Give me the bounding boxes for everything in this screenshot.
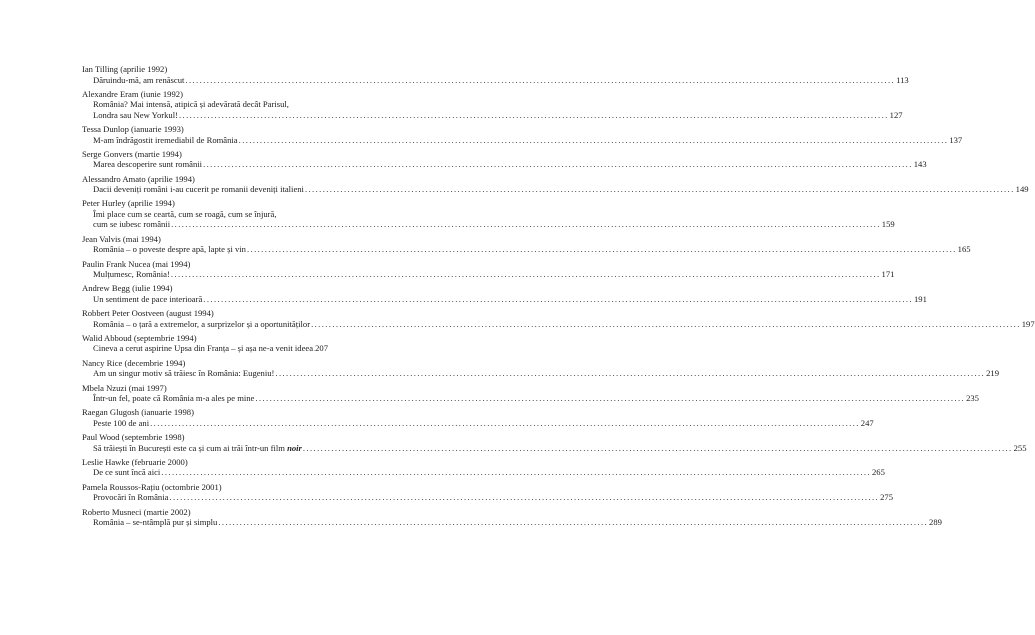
table-of-contents [82, 64, 1035, 531]
entry-title-row [82, 269, 895, 280]
entry-title: România – o poveste despre apă, lapte și vin [93, 244, 246, 255]
entry-title-row [82, 219, 895, 230]
page-number: 159 [881, 219, 895, 230]
entry-title: Londra sau New Yorkul! [93, 109, 178, 120]
page-number: 247 [860, 417, 874, 428]
page-number: 289 [929, 517, 942, 528]
page-number: 127 [889, 109, 903, 120]
toc-entry [82, 456, 885, 478]
dot-leader: ........................................................................................................................................................................................................ [302, 442, 1013, 453]
dot-leader: ........................................................................................................................................................................................................ [150, 417, 860, 428]
entry-title: Într-un fel, poate că România m-a ales pe mine [93, 393, 255, 404]
entry-title-row [82, 467, 885, 478]
toc-entry [82, 233, 971, 255]
entry-author: Raegan Glugosh (ianuarie 1998) [82, 407, 194, 418]
entry-title-row [82, 244, 971, 255]
entry-title: Provocări în România [93, 492, 169, 503]
entry-title: Cineva a cerut aspirine Upsa din Franța – și așa ne-a venit ideea [93, 343, 314, 354]
entry-title-emphasis: noir [287, 442, 302, 453]
entry-title-row [82, 517, 942, 528]
dot-leader: ........................................................................................................................................................................................................ [238, 134, 949, 145]
toc-entry [82, 258, 895, 280]
toc-entry [82, 407, 874, 428]
entry-author: Roberto Musneci (martie 2002) [82, 506, 191, 517]
dot-leader: ........................................................................................................................................................................................................ [311, 318, 1021, 329]
entry-title: Dacii deveniți români i-au cucerit pe romanii deveniți italieni [93, 184, 304, 195]
entry-title-row [82, 159, 927, 170]
page-number: 171 [881, 269, 895, 280]
entry-title: Dăruindu-mă, am renăscut [93, 74, 185, 85]
toc-entry [82, 173, 1029, 195]
entry-title: Un sentiment de pace interioară [93, 293, 203, 304]
page-number: 197 [1021, 318, 1035, 329]
entry-author: Alexandre Eram (iunie 1992) [82, 88, 183, 99]
entry-title-row [82, 393, 979, 404]
entry-title-row [82, 109, 903, 121]
entry-title-row [82, 318, 1035, 330]
entry-title-row [82, 184, 1029, 195]
page-number: 207 [315, 343, 328, 354]
entry-author: Paulin Frank Nucea (mai 1994) [82, 258, 191, 269]
entry-author: Tessa Dunlop (ianuarie 1993) [82, 124, 184, 135]
page-number: 219 [986, 368, 999, 379]
dot-leader: ........................................................................................................................................................................................................ [171, 219, 881, 230]
toc-entry [82, 382, 979, 404]
page-number: 255 [1013, 442, 1027, 453]
entry-author: Serge Gonvers (martie 1994) [82, 148, 182, 159]
entry-title-row [82, 492, 893, 503]
dot-leader: ........................................................................................................................................................................................................ [275, 368, 986, 379]
entry-title: Mulțumesc, România! [93, 269, 170, 280]
entry-author: Alessandro Amato (aprilie 1994) [82, 173, 195, 184]
entry-author: Mbela Nzuzi (mai 1997) [82, 382, 167, 393]
entry-title: cum se iubesc românii [93, 219, 171, 230]
page-number: 137 [949, 134, 963, 145]
entry-title: M-am îndrăgostit iremediabil de România [93, 134, 238, 145]
dot-leader: ........................................................................................................................................................................................................ [304, 184, 1015, 195]
dot-leader: ........................................................................................................................................................................................................ [203, 159, 913, 170]
dot-leader: ........................................................................................................................................................................................................ [170, 269, 881, 280]
page-number: 143 [913, 159, 927, 170]
entry-author: Leslie Hawke (februarie 2000) [82, 456, 188, 467]
toc-entry [82, 308, 1035, 329]
toc-entry [82, 333, 328, 354]
entry-author: Walid Abboud (septembrie 1994) [82, 332, 197, 343]
entry-author: Nancy Rice (decembrie 1994) [82, 357, 186, 368]
toc-entry [82, 148, 927, 170]
entry-author: Ian Tilling (aprilie 1992) [82, 64, 168, 74]
entry-author: Andrew Begg (iulie 1994) [82, 283, 173, 294]
entry-title-row [82, 417, 874, 429]
entry-title: România – se-ntâmplă pur și simplu [93, 517, 218, 528]
toc-entry [82, 124, 963, 145]
dot-leader: ........................................................................................................................................................................................................ [161, 467, 871, 478]
page-number: 149 [1015, 184, 1029, 195]
entry-title: Peste 100 de ani [93, 417, 150, 428]
toc-entry [82, 283, 927, 304]
entry-title-row [82, 74, 909, 86]
entry-title-row [82, 343, 328, 354]
entry-title-row [82, 293, 927, 305]
entry-author: Peter Hurley (aprilie 1994) [82, 198, 175, 209]
entry-title: Am un singur motiv să trăiesc în România: Eugeniu! [93, 368, 275, 379]
page-number: 265 [871, 467, 885, 478]
dot-leader: ........................................................................................................................................................................................................ [218, 517, 929, 528]
entry-title: România – o țară a extremelor, a surprizelor și a oportunităților [93, 318, 311, 329]
dot-leader: ........................................................................................................................................................................................................ [178, 109, 889, 120]
entry-title: De ce sunt încă aici [93, 467, 161, 478]
page-number: 113 [896, 74, 909, 85]
entry-title-row [82, 134, 963, 146]
toc-entry [82, 432, 1027, 453]
page-number: 275 [880, 492, 893, 503]
entry-author: Robbert Peter Oostveen (august 1994) [82, 308, 214, 319]
entry-author: Pamela Roussos-Rațiu (octombrie 2001) [82, 481, 222, 492]
entry-title-row [82, 368, 999, 379]
toc-entry [82, 88, 903, 121]
dot-leader: ........................................................................................................................................................................................................ [169, 492, 880, 503]
toc-entry [82, 481, 893, 503]
entry-title: Să trăiești în București este ca și cum ai trăi într-un film noir [93, 442, 302, 453]
dot-leader: ........................................................................................................................................................................................................ [185, 74, 896, 85]
entry-author: Paul Wood (septembrie 1998) [82, 432, 185, 443]
dot-leader: ........................................................................................................................................................................................................ [246, 244, 957, 255]
toc-entry [82, 64, 909, 85]
entry-title-row [82, 442, 1027, 454]
entry-author: Jean Valvis (mai 1994) [82, 233, 161, 244]
page-number: 235 [966, 393, 979, 404]
entry-title-line: România? Mai intensă, atipică și adevărată decât Parisul, [93, 99, 289, 110]
entry-title-line: Îmi place cum se ceartă, cum se roagă, cum se înjură, [93, 208, 277, 219]
toc-entry [82, 357, 999, 379]
dot-leader: ........................................................................................................................................................................................................ [255, 393, 966, 404]
page-number: 191 [913, 293, 927, 304]
toc-entry [82, 506, 942, 528]
entry-title: Marea descoperire sunt românii [93, 159, 203, 170]
toc-entry [82, 198, 895, 230]
dot-leader: ........................................................................................................................................................................................................ [203, 293, 913, 304]
page-number: 165 [957, 244, 971, 255]
